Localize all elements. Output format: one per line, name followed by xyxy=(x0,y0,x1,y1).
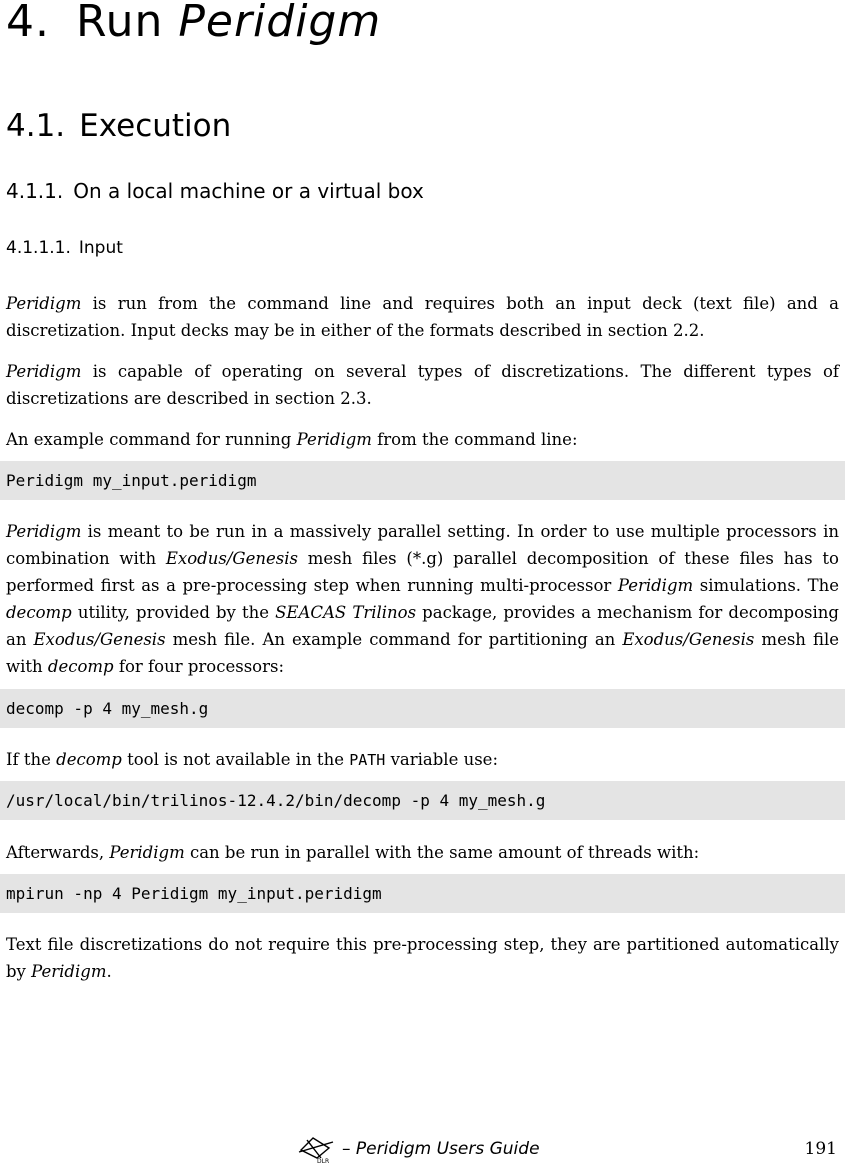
p4-text-n: mesh file with xyxy=(6,630,839,676)
p4-text-j: package, provides a mechanism for decomposing an xyxy=(6,603,839,649)
subsubsection-title: Input xyxy=(78,238,123,258)
paragraph-4 xyxy=(6,518,839,680)
code-block-decomp-full-path: /usr/local/bin/trilinos-12.4.2/bin/decomp -p 4 my_mesh.g xyxy=(0,781,845,820)
p5-text-e: variable use: xyxy=(385,750,499,769)
subsection-heading xyxy=(6,179,424,203)
p5-text-c: tool is not available in the xyxy=(121,750,350,769)
paragraph-6 xyxy=(6,839,839,866)
p1-em: Peridigm xyxy=(6,294,82,313)
section-title: Execution xyxy=(79,108,232,144)
p4-text-p: for four processors: xyxy=(113,657,285,676)
p6-text-a: Afterwards, xyxy=(6,843,110,862)
p2-text: is capable of operating on several types of discretizations. The different types of discretizations are described in section 2.3. xyxy=(6,362,839,408)
paragraph-3 xyxy=(6,426,839,453)
paragraph-5 xyxy=(6,746,839,774)
p4-em-i: SEACAS Trilinos xyxy=(275,603,417,622)
footer-title xyxy=(342,1139,540,1159)
chapter-number: 4. xyxy=(6,0,50,47)
p5-text-a: If the xyxy=(6,750,57,769)
p7-text-c: . xyxy=(106,962,112,981)
path-variable: PATH xyxy=(349,751,386,769)
section-number: 4.1. xyxy=(6,108,66,144)
p4-text-l: mesh file. An example command for partitioning an xyxy=(165,630,623,649)
p4-em-c: Exodus/Genesis xyxy=(165,549,298,568)
p4-text-d: mesh files (*.g) parallel decomposition of these files has to performed first as a pre-processing step when running multi-processor xyxy=(6,549,839,595)
footer-dash: – xyxy=(342,1139,356,1159)
subsection-number: 4.1.1. xyxy=(6,179,64,203)
p5-em: decomp xyxy=(56,750,122,769)
p6-text-c: can be run in parallel with the same amount of threads with: xyxy=(184,843,700,862)
page-number: 191 xyxy=(804,1139,837,1159)
subsection-title: On a local machine or a virtual box xyxy=(73,179,424,203)
code-block-run: Peridigm my_input.peridigm xyxy=(0,461,845,500)
code-block-decomp: decomp -p 4 my_mesh.g xyxy=(0,689,845,728)
p7-text-a: Text file discretizations do not require this pre-processing step, they are partitioned automatically by xyxy=(6,935,839,981)
p1-text: is run from the command line and requires both an input deck (text file) and a discretization. Input decks may be in either of the formats described in section 2.2. xyxy=(6,294,839,340)
dlr-logo-icon xyxy=(295,1136,337,1164)
p3-em: Peridigm xyxy=(296,430,372,449)
page-footer xyxy=(0,1136,845,1164)
subsubsection-number: 4.1.1.1. xyxy=(6,238,71,258)
p6-em: Peridigm xyxy=(109,843,185,862)
chapter-title-italic: Peridigm xyxy=(178,0,382,47)
paragraph-2 xyxy=(6,358,839,412)
dlr-logo-text: DLR xyxy=(317,1158,330,1164)
p4-text-h: utility, provided by the xyxy=(71,603,276,622)
code-block-mpirun: mpirun -np 4 Peridigm my_input.peridigm xyxy=(0,874,845,913)
p4-em-e: Peridigm xyxy=(617,576,694,595)
p4-em-g: decomp xyxy=(6,603,72,622)
chapter-title-plain: Run xyxy=(75,0,164,47)
p4-em-m: Exodus/Genesis xyxy=(622,630,755,649)
p4-text-f: simulations. The xyxy=(693,576,839,595)
section-heading xyxy=(6,108,231,144)
p3-text-b: from the command line: xyxy=(371,430,578,449)
p4-em-k: Exodus/Genesis xyxy=(33,630,166,649)
p3-text-a: An example command for running xyxy=(6,430,297,449)
subsubsection-heading xyxy=(6,238,123,258)
paragraph-1 xyxy=(6,290,839,344)
paragraph-7 xyxy=(6,931,839,985)
chapter-heading xyxy=(6,0,381,47)
footer-guide-title: Peridigm Users Guide xyxy=(355,1139,540,1159)
p4-text-b: is meant to be run in a massively parallel setting. In order to use multiple processors in combination with xyxy=(6,522,839,568)
p2-em: Peridigm xyxy=(6,362,82,381)
p4-em-a: Peridigm xyxy=(6,522,82,541)
p7-em: Peridigm xyxy=(31,962,107,981)
p4-em-o: decomp xyxy=(47,657,114,676)
